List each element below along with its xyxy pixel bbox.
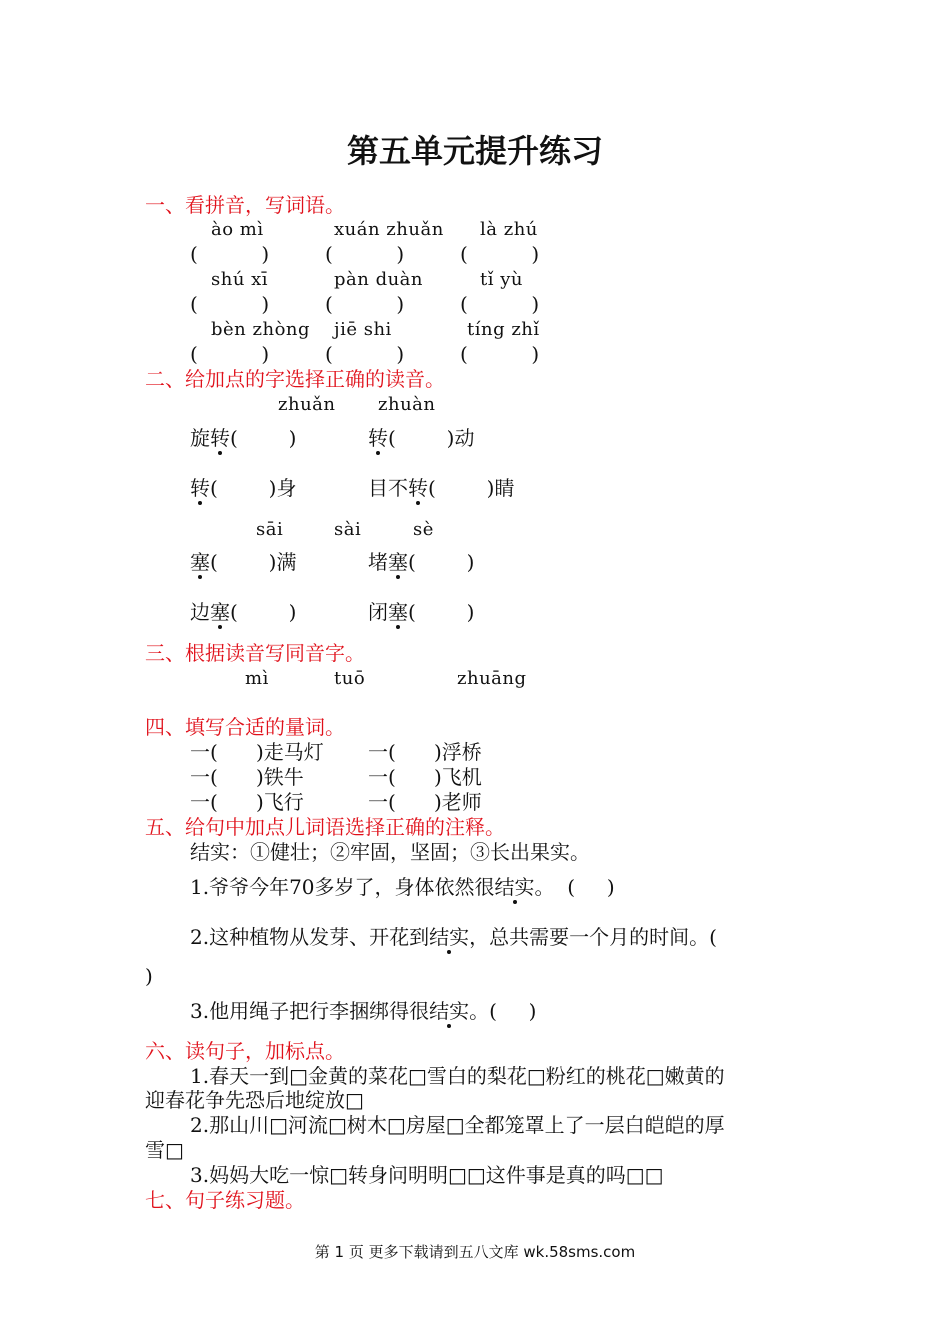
dotted-char: 转: [368, 426, 388, 450]
dotted-word: 结实: [429, 925, 470, 949]
pinyin: mì: [245, 668, 269, 689]
pinyin: xuán zhuǎn: [334, 219, 444, 240]
definition-note: 结实：①健壮；②牢固，坚固；③长出果实。: [190, 840, 590, 864]
measure-word-item: 一( )飞机: [368, 765, 482, 789]
dotted-char: 塞: [210, 600, 230, 624]
dotted-char: 塞: [190, 550, 210, 574]
sentence-line: 迎春花争先恐后地绽放□: [145, 1088, 364, 1112]
section-2-heading: 二、给加点的字选择正确的读音。: [145, 367, 445, 391]
sentence-line: 2.那山川□河流□树木□房屋□全都笼罩上了一层白皑皑的厚: [190, 1113, 725, 1137]
answer-blank[interactable]: ( ): [460, 292, 540, 316]
sentence-line: 3.妈妈大吃一惊□转身问明明□□这件事是真的吗□□: [190, 1163, 664, 1187]
pinyin: ào mì: [211, 219, 264, 240]
sentence-line: 雪□: [145, 1138, 184, 1162]
dotted-char: 转: [210, 426, 230, 450]
reading-item: 目不转( )睛: [368, 476, 515, 500]
question-3: 3.他用绳子把行李捆绑得很结实。( ): [190, 999, 537, 1023]
pinyin: sāi: [256, 519, 284, 540]
pinyin: sài: [334, 519, 362, 540]
page-footer: 第 1 页 更多下载请到五八文库 wk.58sms.com: [314, 1243, 636, 1261]
pinyin: jiē shi: [334, 319, 392, 340]
pinyin: zhuàn: [378, 394, 436, 415]
answer-blank[interactable]: ( ): [325, 342, 405, 366]
measure-word-item: 一( )走马灯: [190, 740, 324, 764]
measure-word-item: 一( )浮桥: [368, 740, 482, 764]
pinyin: bèn zhòng: [211, 319, 311, 340]
reading-item: 转( )动: [368, 426, 475, 450]
answer-blank[interactable]: ( ): [190, 342, 270, 366]
pinyin: tuō: [334, 668, 366, 689]
pinyin: sè: [413, 519, 434, 540]
answer-blank[interactable]: ( ): [325, 242, 405, 266]
answer-blank[interactable]: ( ): [460, 342, 540, 366]
dotted-char: 转: [408, 476, 428, 500]
reading-item: 边塞( ): [190, 600, 297, 624]
answer-blank[interactable]: ( ): [325, 292, 405, 316]
section-3-heading: 三、根据读音写同音字。: [145, 641, 365, 665]
pinyin: zhuāng: [457, 668, 527, 689]
reading-item: 转( )身: [190, 476, 297, 500]
section-6-heading: 六、读句子，加标点。: [145, 1039, 345, 1063]
answer-blank[interactable]: ( ): [460, 242, 540, 266]
question-2-continuation: ): [145, 964, 153, 988]
measure-word-item: 一( )飞行: [190, 790, 304, 814]
section-4-heading: 四、填写合适的量词。: [145, 715, 345, 739]
question-1: 1.爷爷今年70多岁了，身体依然很结实。 ( ): [190, 875, 615, 899]
sentence-line: 1.春天一到□金黄的菜花□雪白的梨花□粉红的桃花□嫩黄的: [190, 1064, 725, 1088]
reading-item: 旋转( ): [190, 426, 297, 450]
dotted-char: 塞: [388, 550, 408, 574]
question-2: 2.这种植物从发芽、开花到结实，总共需要一个月的时间。(: [190, 925, 717, 949]
pinyin: shú xī: [211, 269, 269, 290]
dotted-char: 塞: [388, 600, 408, 624]
answer-blank[interactable]: ( ): [190, 242, 270, 266]
measure-word-item: 一( )铁牛: [190, 765, 304, 789]
reading-item: 塞( )满: [190, 550, 297, 574]
page-title: 第五单元提升练习: [346, 132, 603, 170]
dotted-word: 结实: [429, 999, 470, 1023]
section-5-heading: 五、给句中加点儿词语选择正确的注释。: [145, 815, 505, 839]
section-7-heading: 七、句子练习题。: [145, 1188, 305, 1212]
dotted-char: 转: [190, 476, 210, 500]
pinyin: là zhú: [480, 219, 538, 240]
pinyin: zhuǎn: [278, 394, 336, 415]
section-1-heading: 一、看拼音，写词语。: [145, 193, 345, 217]
pinyin: tǐ yù: [480, 269, 523, 290]
pinyin: pàn duàn: [334, 269, 424, 290]
reading-item: 堵塞( ): [368, 550, 475, 574]
answer-blank[interactable]: ( ): [190, 292, 270, 316]
measure-word-item: 一( )老师: [368, 790, 482, 814]
reading-item: 闭塞( ): [368, 600, 475, 624]
pinyin: tíng zhǐ: [467, 319, 540, 340]
dotted-word: 结实: [494, 875, 535, 899]
